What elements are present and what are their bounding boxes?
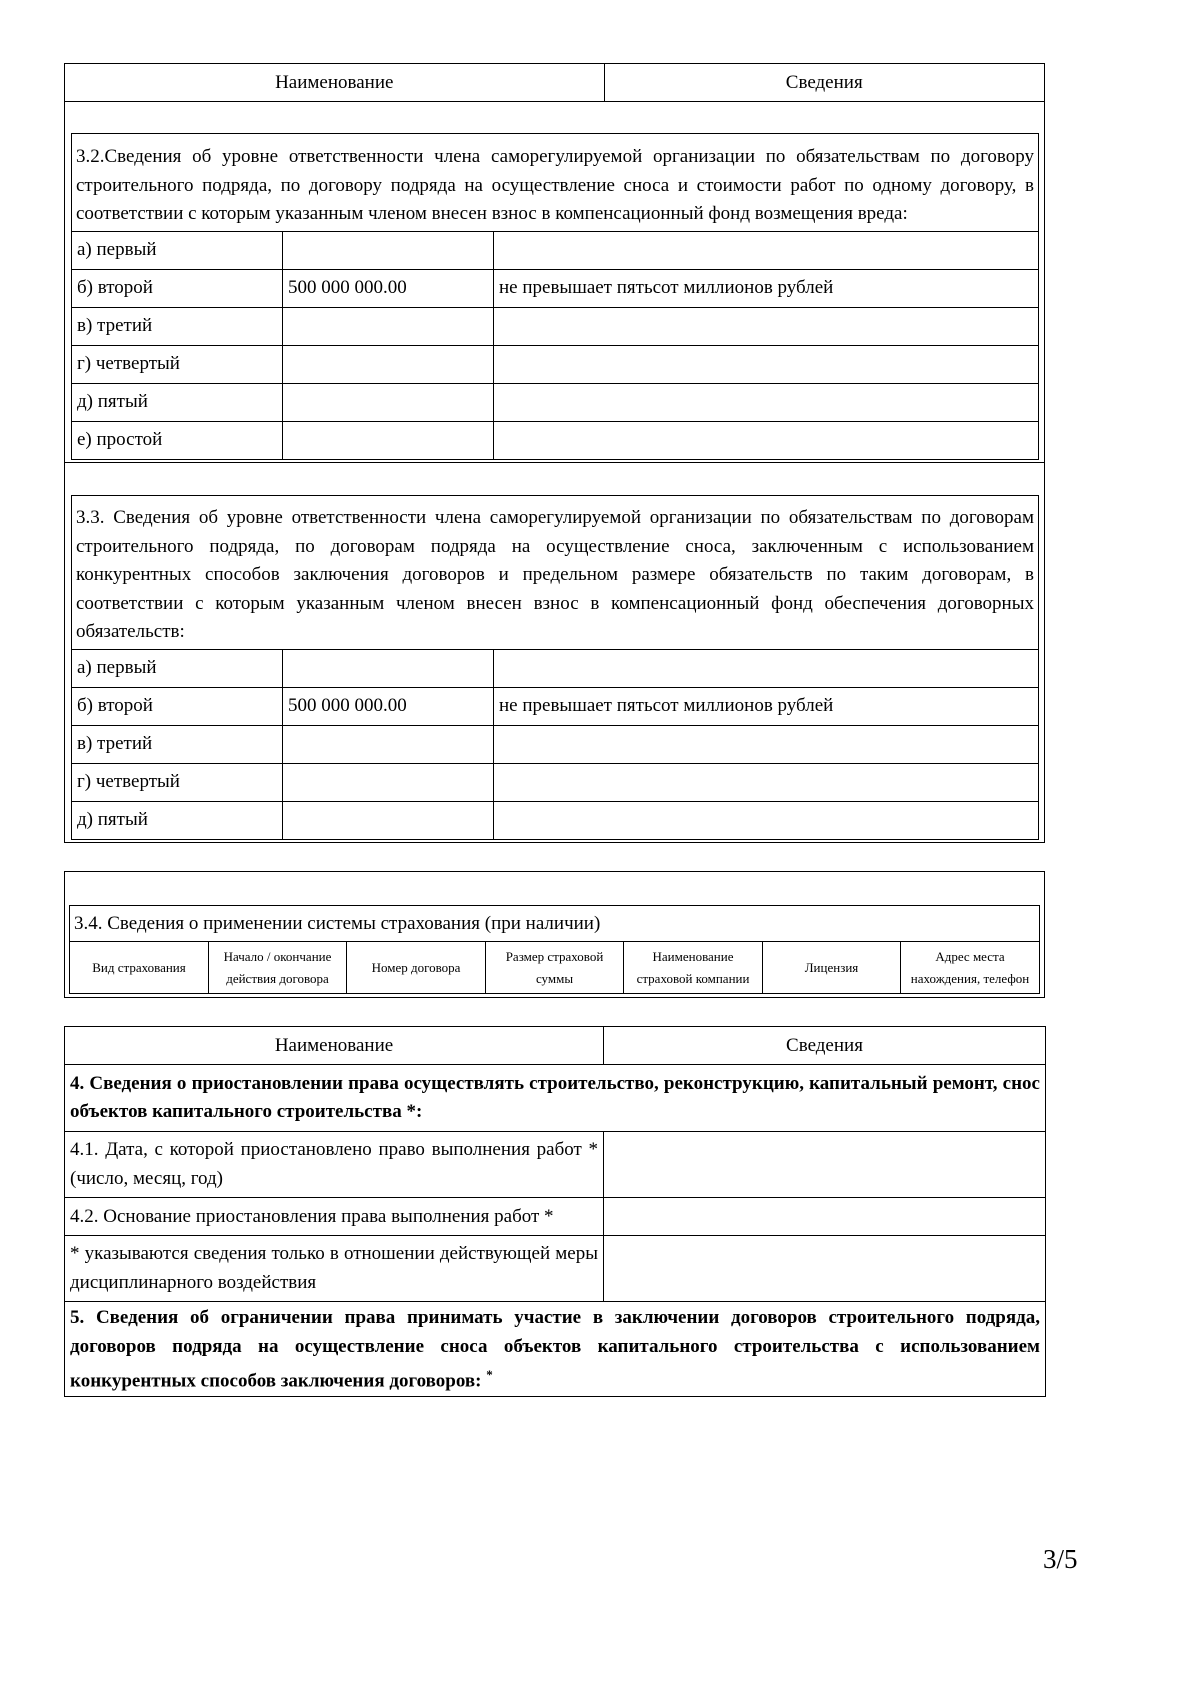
level-amount (283, 231, 494, 269)
level-desc (494, 801, 1039, 839)
level-desc (494, 231, 1039, 269)
level-desc (494, 763, 1039, 801)
header-col-name: Наименование (65, 1027, 604, 1065)
level-desc (494, 345, 1039, 383)
level-label: в) третий (72, 307, 283, 345)
header-col-info: Сведения (604, 1027, 1046, 1065)
suspension-date-value (604, 1132, 1046, 1198)
level-desc (494, 383, 1039, 421)
level-label: г) четвертый (72, 345, 283, 383)
level-label: а) первый (72, 231, 283, 269)
level-desc: не превышает пятьсот миллионов рублей (494, 269, 1039, 307)
insurance-col-number: Номер договора (347, 942, 486, 994)
level-amount (283, 763, 494, 801)
level-amount: 500 000 000.00 (283, 687, 494, 725)
level-label: е) простой (72, 421, 283, 459)
footnote-label: * указываются сведения только в отношении действующей меры дисциплинарного воздействия (65, 1236, 604, 1302)
level-label: б) второй (72, 687, 283, 725)
level-amount (283, 345, 494, 383)
section-3-4-table (69, 905, 1040, 994)
insurance-col-sum: Размер страховой суммы (486, 942, 624, 994)
insurance-col-period: Начало / окончание действия договора (209, 942, 347, 994)
insurance-col-company: Наименование страховой компании (624, 942, 763, 994)
section-5-title (65, 1302, 1046, 1397)
level-amount (283, 307, 494, 345)
level-desc (494, 649, 1039, 687)
insurance-col-license: Лицензия (763, 942, 901, 994)
level-label: д) пятый (72, 801, 283, 839)
header-col-name: Наименование (65, 64, 604, 102)
section-3-4-title: 3.4. Сведения о применении системы страхования (при наличии) (70, 906, 1040, 942)
level-desc (494, 307, 1039, 345)
section-3-2-table (71, 133, 1039, 460)
insurance-col-type: Вид страхования (70, 942, 209, 994)
insurance-col-address: Адрес места нахождения, телефон (901, 942, 1040, 994)
level-label: г) четвертый (72, 763, 283, 801)
section-5-text: 5. Сведения об ограничении права принимать участие в заключении договоров строительного подряда, договоров подряда на осуществление сноса объектов капитального строительства с использованием конкурентных способов заключения договоров: (70, 1307, 1040, 1392)
level-label: д) пятый (72, 383, 283, 421)
section-divider (64, 462, 1045, 463)
level-amount: 500 000 000.00 (283, 269, 494, 307)
section-4-5-table (64, 1026, 1046, 1397)
level-desc (494, 421, 1039, 459)
level-label: в) третий (72, 725, 283, 763)
suspension-date-label: 4.1. Дата, с которой приостановлено право выполнения работ * (число, месяц, год) (65, 1132, 604, 1198)
header-col-info: Сведения (604, 64, 1044, 102)
level-desc (494, 725, 1039, 763)
level-label: а) первый (72, 649, 283, 687)
suspension-basis-value (604, 1198, 1046, 1236)
level-amount (283, 801, 494, 839)
section-3-3-title: 3.3. Сведения об уровне ответственности члена саморегулируемой организации по обязательствам по договорам строительного подряда, по договорам подряда на осуществление сноса, заключенным с использованием конкурентных способов заключения договоров и предельном размере обязательств по таким договорам, в соответствии с которым указанным членом внесен взнос в компенсационный фонд обеспечения договорных обязательств: (72, 496, 1039, 650)
footnote-value (604, 1236, 1046, 1302)
level-amount (283, 383, 494, 421)
level-desc: не превышает пятьсот миллионов рублей (494, 687, 1039, 725)
section-5-asterisk: * (486, 1367, 493, 1383)
section-3-3-table (71, 495, 1039, 840)
top-header (64, 63, 1045, 102)
level-amount (283, 725, 494, 763)
section-3-2-title: 3.2.Сведения об уровне ответственности члена саморегулируемой организации по обязательствам по договору строительного подряда, по договору подряда на осуществление сноса и стоимости работ по одному договору, в соответствии с которым указанным членом внесен взнос в компенсационный фонд возмещения вреда: (72, 134, 1039, 232)
level-label: б) второй (72, 269, 283, 307)
level-amount (283, 421, 494, 459)
suspension-basis-label: 4.2. Основание приостановления права выполнения работ * (65, 1198, 604, 1236)
section-4-title: 4. Сведения о приостановлении права осуществлять строительство, реконструкцию, капитальный ремонт, снос объектов капитального строительства *: (65, 1065, 1046, 1132)
page-number: 3/5 (1043, 1544, 1078, 1574)
level-amount (283, 649, 494, 687)
